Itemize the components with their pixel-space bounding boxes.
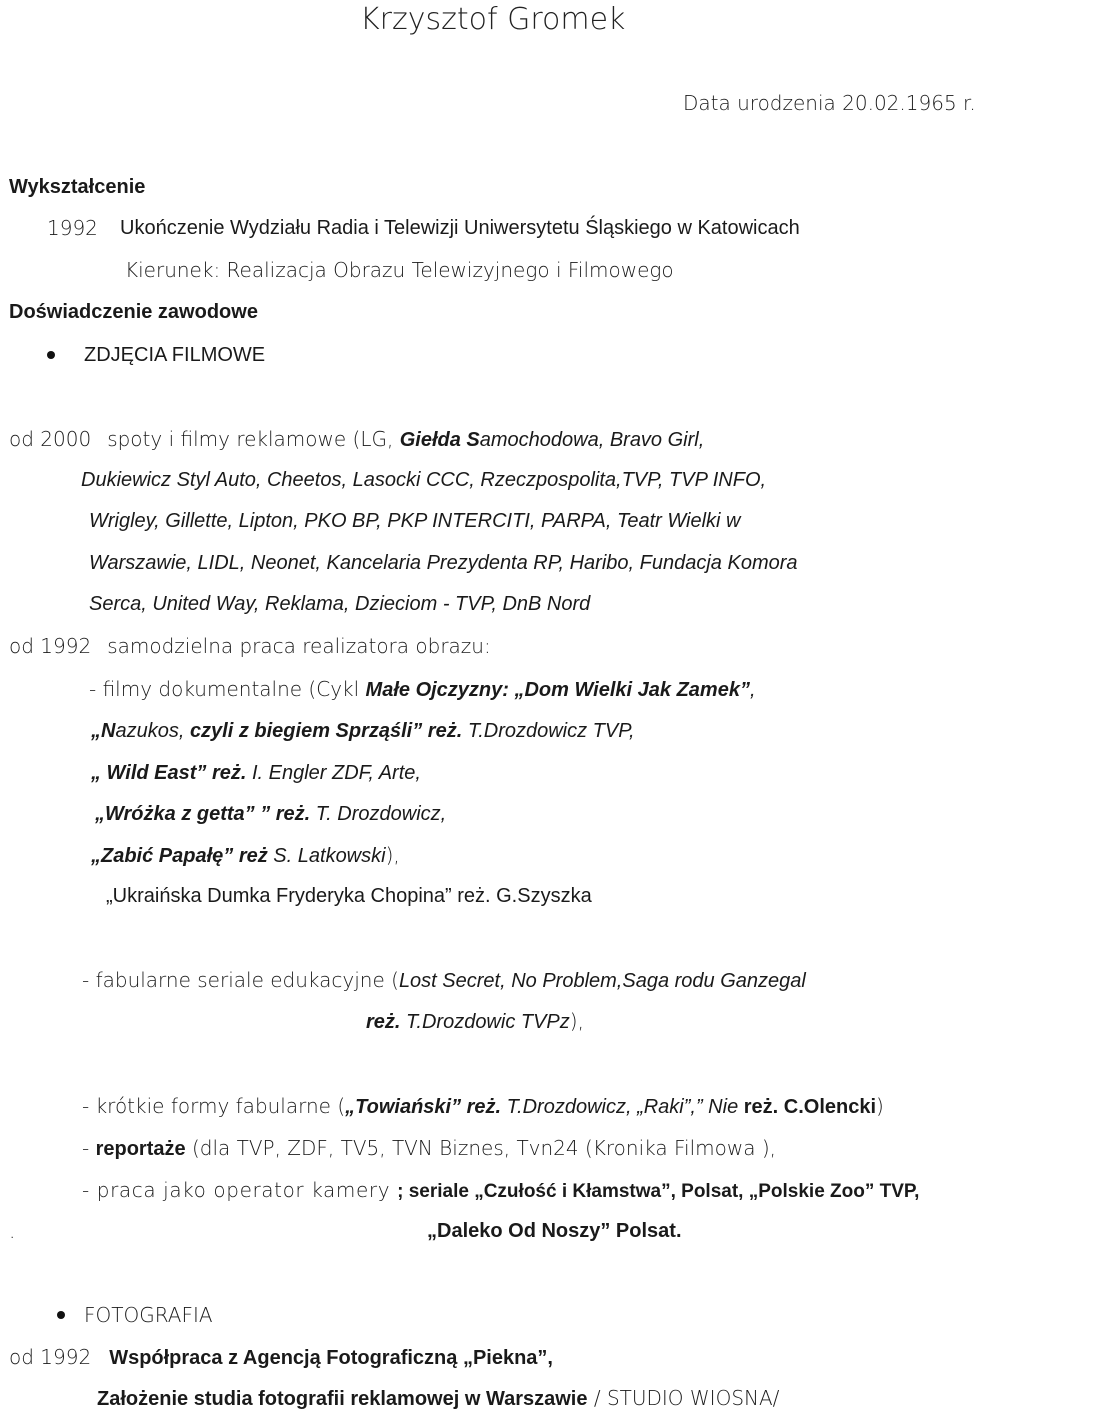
documentary-prefix: - filmy dokumentalne (Cykl	[89, 677, 366, 701]
nazukos-bold: czyli z biegiem Sprząśli” reż.	[189, 720, 463, 742]
reports-rest: (dla TVP, ZDF, TV5, TVN Biznes, Tvn24 (Kronika Filmowa ),	[185, 1136, 777, 1160]
director-text: samodzielna praca realizatora obrazu:	[107, 634, 491, 658]
wild-east-line	[91, 759, 421, 786]
nazukos-open: „N	[91, 720, 116, 742]
ads-entry	[9, 426, 704, 453]
short-towianski: „Towiański” reż.	[345, 1096, 502, 1118]
short-rest: T.Drozdowicz, „Raki”,” Nie	[501, 1096, 744, 1118]
reports-prefix: -	[82, 1136, 96, 1160]
nazukos-director: T.Drozdowicz TVP,	[462, 720, 635, 742]
wild-east-title: „ Wild East” reż.	[91, 762, 247, 784]
wrozka-line	[95, 800, 446, 827]
nazukos-line	[91, 717, 635, 744]
photo-studio-line	[97, 1385, 779, 1412]
fabular-prefix: - fabularne seriale edukacyjne (	[82, 968, 399, 992]
experience-heading: Doświadczenie zawodowe	[9, 301, 258, 323]
ads-gielda-bold: Giełda S	[399, 429, 480, 451]
operator-daleko: „Daleko Od Noszy” Polsat.	[427, 1220, 682, 1242]
section-photo-title: FOTOGRAFIA	[84, 1303, 213, 1327]
wrozka-rest: T. Drozdowicz,	[310, 803, 447, 825]
fabular-line	[82, 967, 806, 994]
director-entry	[9, 633, 491, 659]
wild-east-rest: I. Engler ZDF, Arte,	[246, 762, 421, 784]
photo-studio-rest: / STUDIO WIOSNA/	[587, 1386, 780, 1410]
fabular-rez: reż.	[366, 1011, 401, 1033]
short-forms-line	[82, 1093, 884, 1120]
bullet-icon	[57, 1311, 65, 1319]
operator-prefix: - praca jako operator kamery	[82, 1178, 398, 1202]
education-year: 1992	[47, 216, 98, 240]
education-major: Kierunek: Realizacja Obrazu Telewizyjnego i Filmowego	[125, 258, 674, 282]
short-olencki: reż. C.Olencki	[743, 1096, 877, 1118]
documentary-title: Małe Ojczyzny: „Dom Wielki Jak Zamek”	[365, 679, 750, 701]
ads-line-2: Dukiewicz Styl Auto, Cheetos, Lasocki CCC, Rzeczpospolita,TVP, TVP INFO,	[81, 469, 767, 491]
ads-line-3: Wrigley, Gillette, Lipton, PKO BP, PKP INTERCITI, PARPA, Teatr Wielki w	[89, 510, 741, 532]
operator-line	[82, 1177, 919, 1205]
section-film-title: ZDJĘCIA FILMOWE	[84, 344, 266, 366]
operator-series: ; seriale „Czułość i Kłamstwa”, Polsat, „Polskie Zoo” TVP,	[397, 1181, 920, 1202]
zabic-line	[91, 842, 400, 869]
documentary-comma: ,	[749, 679, 756, 701]
photo-year: od 1992	[9, 1345, 92, 1369]
zabic-title: „Zabić Papałę” reż	[91, 845, 268, 867]
ads-intro: spoty i filmy reklamowe (LG,	[107, 427, 400, 451]
education-degree: Ukończenie Wydziału Radia i Telewizji Uniwersytetu Śląskiego w Katowicach	[120, 217, 800, 239]
photo-cooperation: Współpraca z Agencją Fotograficzną „Piekna”,	[109, 1347, 553, 1369]
birth-date: Data urodzenia 20.02.1965 r.	[683, 91, 976, 115]
fabular-end: ),	[569, 1009, 584, 1033]
nazukos-italic: azukos,	[115, 720, 190, 742]
photo-studio-bold: Założenie studia fotografii reklamowej w Warszawie	[97, 1388, 588, 1410]
zabic-director: S. Latkowski	[267, 845, 386, 867]
education-heading: Wykształcenie	[9, 176, 146, 198]
operator-dot: .	[9, 1219, 16, 1243]
reports-line	[82, 1135, 776, 1162]
bullet-icon	[47, 351, 55, 359]
zabic-end: ),	[385, 843, 400, 867]
chopin-line: „Ukraińska Dumka Fryderyka Chopina” reż. G.Szyszka	[106, 885, 592, 907]
wrozka-title: „Wróżka z getta” ” reż.	[95, 803, 311, 825]
director-year: od 1992	[9, 634, 92, 658]
documentary-line	[89, 676, 756, 703]
short-prefix: - krótkie formy fabularne (	[82, 1094, 346, 1118]
ads-line-4: Warszawie, LIDL, Neonet, Kancelaria Prezydenta RP, Haribo, Fundacja Komora	[89, 552, 798, 574]
photo-entry	[9, 1344, 553, 1371]
short-end: )	[876, 1094, 884, 1118]
page-title: Krzysztof Gromek	[360, 2, 626, 37]
ads-year: od 2000	[9, 427, 92, 451]
fabular-titles: Lost Secret, No Problem,Saga rodu Ganzegal	[398, 970, 806, 992]
fabular-director-line	[366, 1008, 584, 1035]
fabular-rez-rest: T.Drozdowic TVPz	[400, 1011, 570, 1033]
reports-bold: reportaże	[95, 1138, 186, 1160]
ads-line-5: Serca, United Way, Reklama, Dzieciom - TVP, DnB Nord	[89, 593, 591, 615]
ads-gielda-rest: amochodowa, Bravo Girl,	[479, 429, 705, 451]
